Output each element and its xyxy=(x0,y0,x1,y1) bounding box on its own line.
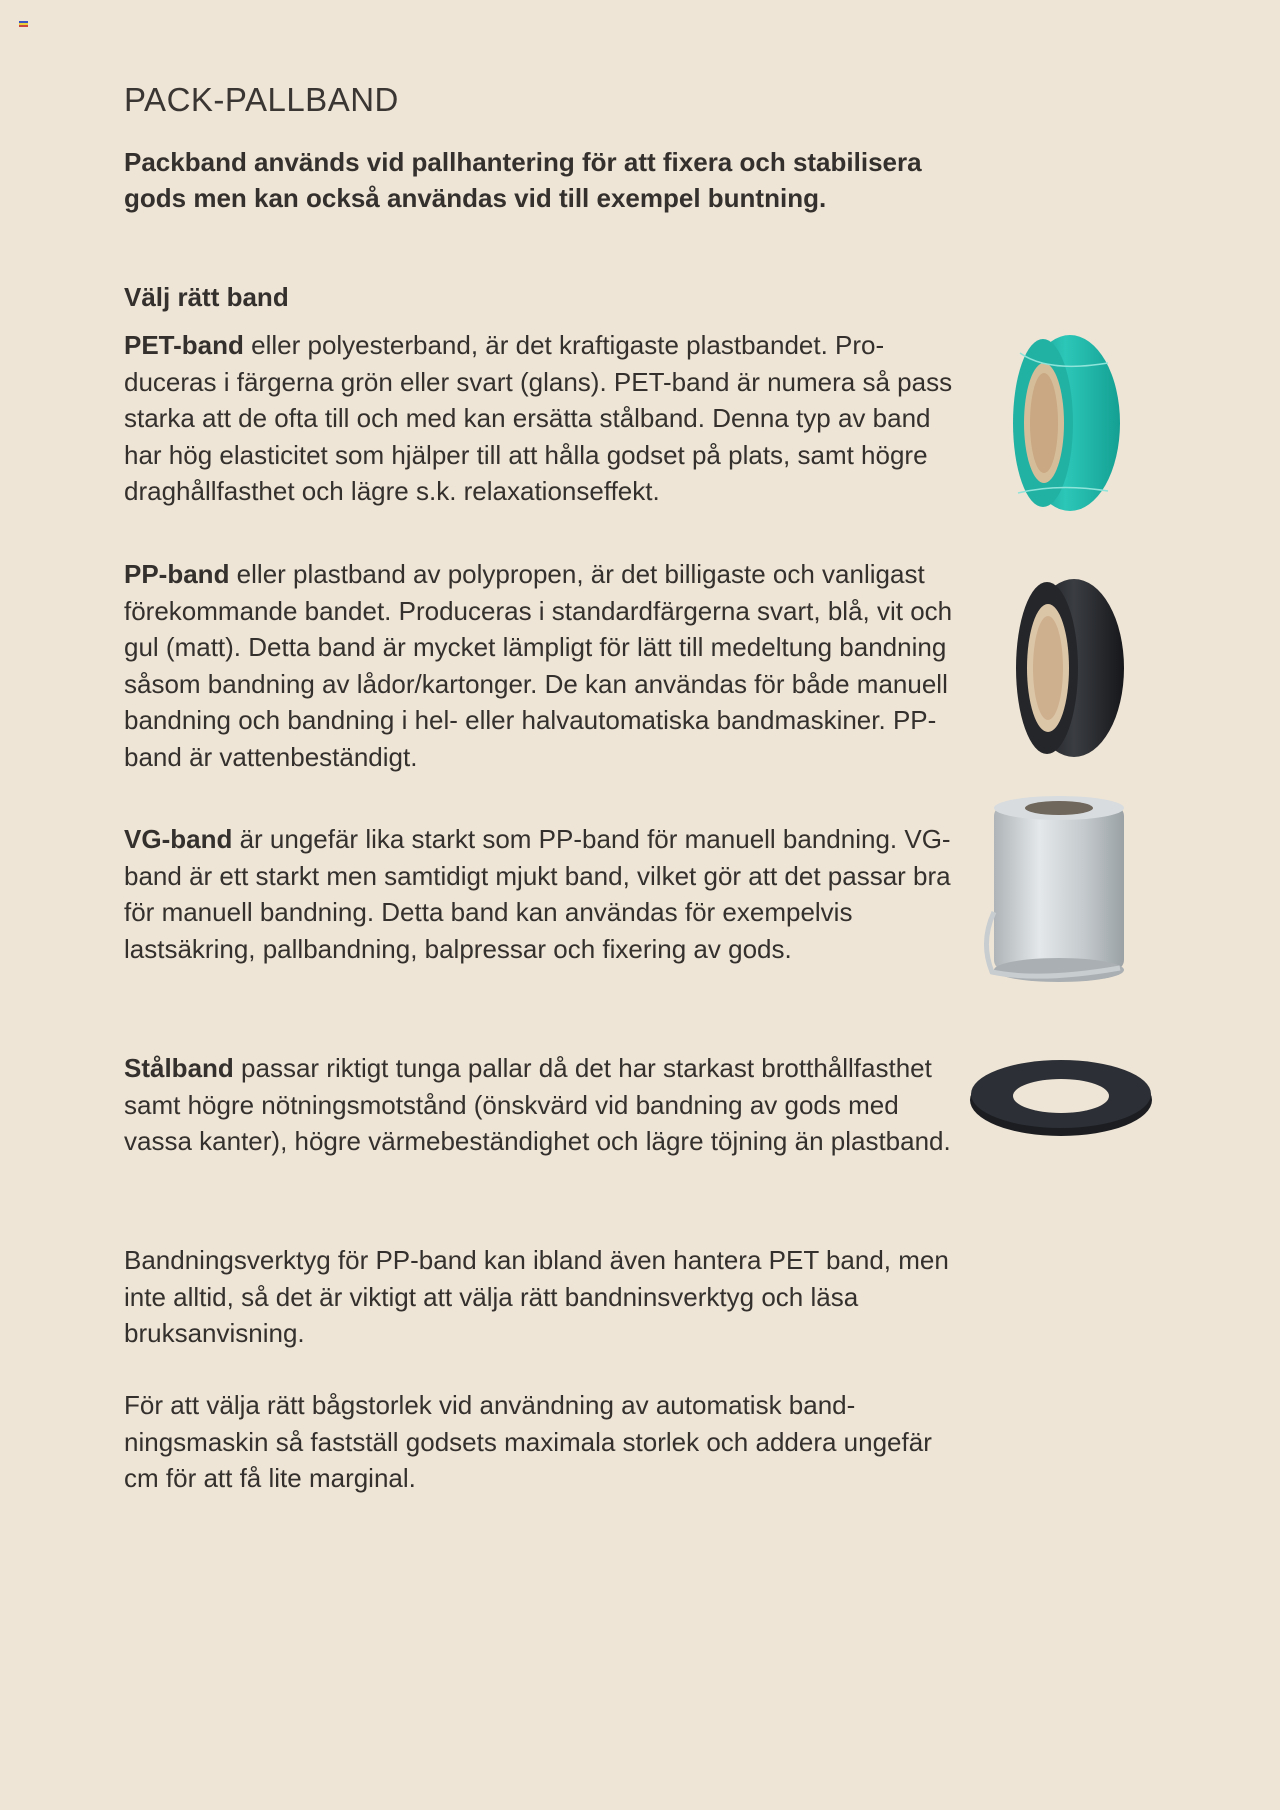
pet-band-paragraph xyxy=(124,327,954,510)
steel-band-name: Stålband xyxy=(124,1053,234,1083)
pp-band-name: PP-band xyxy=(124,559,230,589)
vg-band-roll-image xyxy=(980,792,1134,984)
vg-band-paragraph xyxy=(124,821,954,967)
section-heading: Välj rätt band xyxy=(124,282,289,312)
pet-band-description: eller polyesterband, är det kraftigaste plastbandet. Produceras i färgerna grön eller svart (glans). PET-band är numera så pass starka att de ofta till och med kan ersätta stålband. Denna typ av band har hög elasticitet som hjälper till att hålla godset på plats, samt högre draghållfasthet och lägre s.k. relaxationseffekt. xyxy=(124,330,953,507)
pp-band-coil-image xyxy=(1012,577,1126,759)
steel-band-paragraph xyxy=(124,1050,954,1160)
corner-mark-icon xyxy=(19,21,28,27)
steel-band-description: passar riktigt tunga pallar då det har starkast brotthållfasthet samt högre nötningsmotstånd (önskvärd vid bandning av gods med vassa kanter), högre värmebeständighet och lägre töjning än plastband. xyxy=(124,1053,951,1157)
pet-band-coil-image xyxy=(1008,333,1122,513)
pp-band-paragraph xyxy=(124,556,954,776)
vg-band-name: VG-band xyxy=(124,824,233,854)
pet-band-name: PET-band xyxy=(124,330,244,360)
size-note-paragraph: För att välja rätt bågstorlek vid användning av automatisk bandningsmaskin så fastställ godsets maximala storlek och addera ungefär cm för att få lite marginal. xyxy=(124,1390,932,1494)
page-title: PACK-PALLBAND xyxy=(124,81,399,118)
vg-band-description: är ungefär lika starkt som PP-band för manuell bandning. VG-band är ett starkt men samtidigt mjukt band, vilket gör att det passar bra för manuell bandning. Detta band kan användas för exempelvis lastsäkring, pallbandning, balpressar och fixering av gods. xyxy=(124,824,951,964)
tools-note-paragraph: Bandningsverktyg för PP-band kan ibland även hantera PET band, men inte alltid, så det är viktigt att välja rätt bandninsverktyg och läsa bruksanvisning. xyxy=(124,1245,949,1349)
lead-paragraph: Packband används vid pallhantering för att fixera och stabilisera gods men kan också användas vid till exempel buntning. xyxy=(124,147,922,213)
pp-band-description: eller plastband av polypropen, är det billigaste och vanligast förekommande bandet. Produceras i standardfärgerna svart, blå, vit och gul (matt). Detta band är mycket lämpligt för lätt till medeltung bandning såsom bandning av lådor/kartonger. De kan användas för både manuell bandning och bandning i hel- eller halvautomatiska bandmaskiner. PP-band är vattenbeständigt. xyxy=(124,559,953,772)
steel-band-coil-image xyxy=(968,1056,1154,1138)
